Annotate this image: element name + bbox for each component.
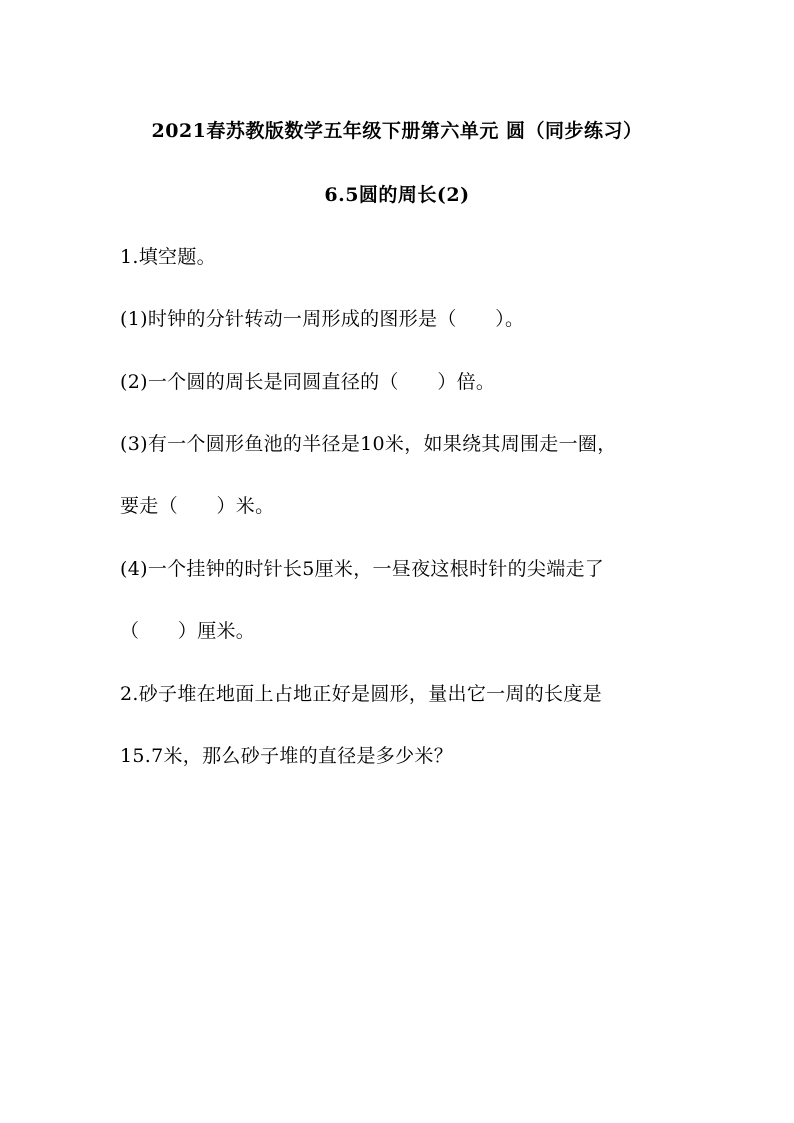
question-1-heading: 1.填空题。 [120,246,216,268]
document-title: 2021春苏教版数学五年级下册第六单元 圆（同步练习） [151,120,643,142]
question-2-line-2: 15.7米，那么砂子堆的直径是多少米？ [120,745,454,767]
question-1-3-line-1: (3)有一个圆形鱼池的半径是10米，如果绕其周围走一圈， [120,433,617,455]
section-title: 6.5圆的周长(2) [324,184,470,206]
question-1-2: (2)一个圆的周长是同圆直径的（ ）倍。 [120,371,496,393]
question-1-1: (1)时钟的分针转动一周形成的图形是（ ）。 [120,308,525,330]
question-1-4-line-1: (4)一个挂钟的时针长5厘米，一昼夜这根时针的尖端走了 [120,558,605,580]
question-2-line-1: 2.砂子堆在地面上占地正好是圆形，量出它一周的长度是 [120,683,602,705]
question-1-3-line-2: 要走（ ）米。 [120,495,275,517]
question-1-4-line-2: （ ）厘米。 [120,620,256,642]
